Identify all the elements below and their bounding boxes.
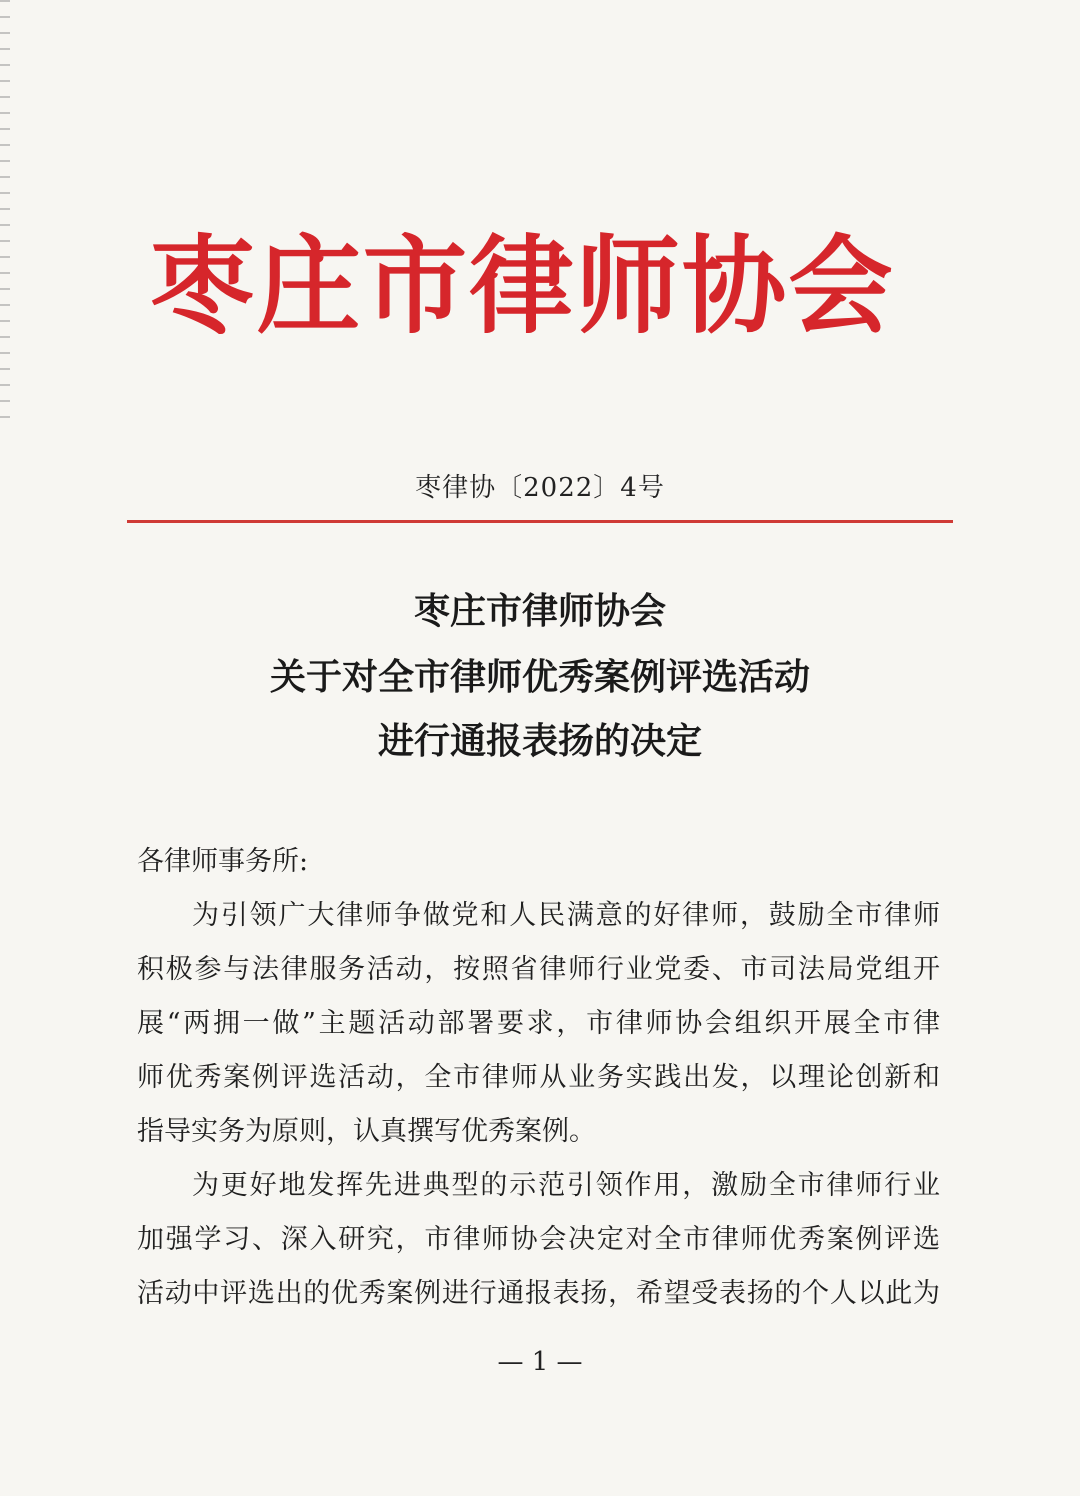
page-number: — 1 — xyxy=(497,1347,583,1377)
body-line: 为更好地发挥先进典型的示范引领作用，激励全市律师行业 xyxy=(192,1170,940,1201)
body-line: 为引领广大律师争做党和人民满意的好律师，鼓励全市律师 xyxy=(192,900,940,931)
body-line: 师优秀案例评选活动，全市律师从业务实践出发，以理论创新和 xyxy=(137,1062,940,1093)
red-divider-rule xyxy=(127,520,953,523)
salutation: 各律师事务所: xyxy=(137,846,309,877)
document-title-line-3: 进行通报表扬的决定 xyxy=(377,721,702,762)
body-line: 活动中评选出的优秀案例进行通报表扬，希望受表扬的个人以此为 xyxy=(137,1278,940,1309)
scan-edge-marks xyxy=(0,0,10,420)
body-line: 指导实务为原则，认真撰写优秀案例。 xyxy=(137,1116,596,1147)
document-title-line-1: 枣庄市律师协会 xyxy=(413,591,666,632)
document-title-line-2: 关于对全市律师优秀案例评选活动 xyxy=(269,657,810,698)
body-line: 积极参与法律服务活动，按照省律师行业党委、市司法局党组开 xyxy=(137,954,940,985)
organization-masthead: 枣庄市律师协会 xyxy=(150,225,895,348)
body-line: 展“两拥一做”主题活动部署要求，市律师协会组织开展全市律 xyxy=(137,1008,940,1039)
body-line: 加强学习、深入研究，市律师协会决定对全市律师优秀案例评选 xyxy=(137,1224,940,1255)
document-number: 枣律协〔2022〕4号 xyxy=(415,473,665,503)
